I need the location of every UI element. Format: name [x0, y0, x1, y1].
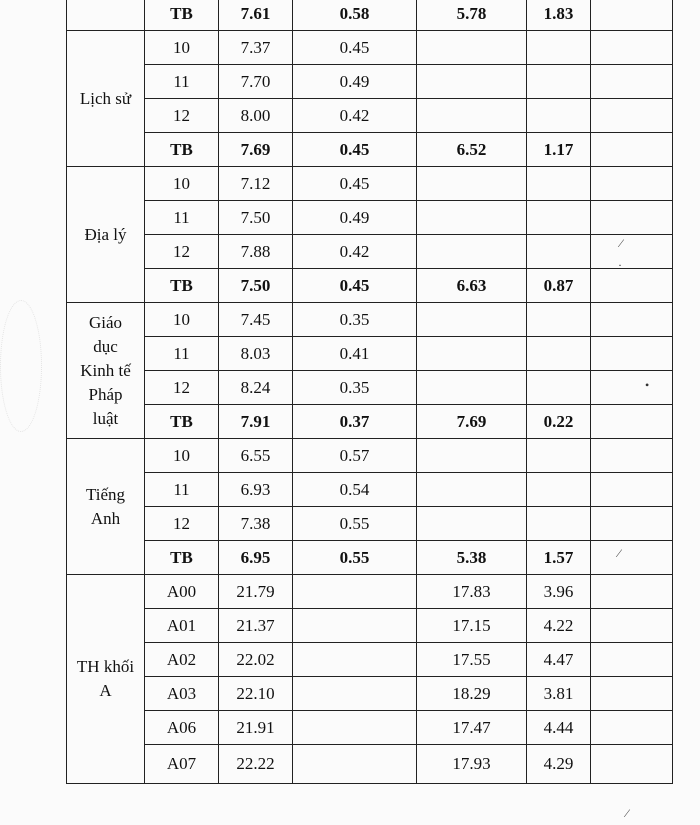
subject-cell [67, 303, 145, 439]
difference-cell: 4.44 [527, 711, 591, 745]
table-row [67, 711, 673, 745]
table-row [67, 473, 673, 507]
table-row [67, 31, 673, 65]
mean-cell: 6.55 [219, 439, 293, 473]
difference-cell [527, 99, 591, 133]
subject-name-line: Địa lý [84, 224, 127, 244]
sd-cell: 0.57 [293, 439, 417, 473]
sd-cell [293, 745, 417, 784]
exam-mean-cell [417, 371, 527, 405]
blank-cell [591, 133, 673, 167]
table-row [67, 167, 673, 201]
row-label-cell: TB [145, 0, 219, 31]
subject-name-line: dục [93, 336, 118, 356]
blank-cell [591, 473, 673, 507]
mean-cell: 6.93 [219, 473, 293, 507]
row-label-cell: 11 [145, 65, 219, 99]
row-label-cell: 10 [145, 167, 219, 201]
summary-row [67, 541, 673, 575]
row-label-cell: 11 [145, 201, 219, 235]
mean-cell: 7.12 [219, 167, 293, 201]
sd-cell: 0.37 [293, 405, 417, 439]
difference-cell: 1.57 [527, 541, 591, 575]
scan-speck: ⁄ [618, 546, 621, 560]
mean-cell: 21.91 [219, 711, 293, 745]
difference-cell [527, 65, 591, 99]
subject-name-line: TH khối [76, 657, 135, 676]
sd-cell: 0.49 [293, 65, 417, 99]
sd-cell: 0.35 [293, 303, 417, 337]
row-label-cell: 10 [145, 31, 219, 65]
mean-cell: 7.38 [219, 507, 293, 541]
exam-mean-cell: 6.52 [417, 133, 527, 167]
subject-name-line: Anh [90, 508, 121, 528]
mean-cell: 21.79 [219, 575, 293, 609]
blank-cell [591, 201, 673, 235]
exam-mean-cell: 7.69 [417, 405, 527, 439]
scan-speck: ⁄ [626, 806, 629, 820]
mean-cell: 7.45 [219, 303, 293, 337]
sd-cell: 0.45 [293, 31, 417, 65]
blank-cell [591, 99, 673, 133]
exam-mean-cell [417, 507, 527, 541]
row-label-cell: 10 [145, 439, 219, 473]
difference-cell: 0.87 [527, 269, 591, 303]
blank-cell [591, 235, 673, 269]
exam-mean-cell [417, 167, 527, 201]
blank-cell [591, 405, 673, 439]
blank-cell [591, 609, 673, 643]
mean-cell: 22.22 [219, 745, 293, 784]
blank-cell [591, 371, 673, 405]
exam-mean-cell [417, 337, 527, 371]
sd-cell [293, 643, 417, 677]
sd-cell: 0.49 [293, 201, 417, 235]
stamp-trace [0, 300, 42, 432]
blank-cell [591, 167, 673, 201]
subject-cell [67, 31, 145, 167]
row-label-cell: 12 [145, 99, 219, 133]
exam-mean-cell: 17.15 [417, 609, 527, 643]
exam-mean-cell: 6.63 [417, 269, 527, 303]
sd-cell: 0.45 [293, 167, 417, 201]
blank-cell [591, 575, 673, 609]
sd-cell: 0.42 [293, 235, 417, 269]
sd-cell: 0.41 [293, 337, 417, 371]
row-label-cell: A06 [145, 711, 219, 745]
blank-cell [591, 677, 673, 711]
sd-cell: 0.42 [293, 99, 417, 133]
row-label-cell: 12 [145, 507, 219, 541]
row-label-cell: 12 [145, 371, 219, 405]
subject-name-line: luật [92, 408, 119, 428]
subject-cell [67, 439, 145, 575]
mean-cell: 22.10 [219, 677, 293, 711]
row-label-cell: A07 [145, 745, 219, 784]
sd-cell: 0.58 [293, 0, 417, 31]
exam-mean-cell: 18.29 [417, 677, 527, 711]
row-label-cell: A01 [145, 609, 219, 643]
exam-mean-cell [417, 235, 527, 269]
mean-cell: 7.70 [219, 65, 293, 99]
difference-cell: 3.96 [527, 575, 591, 609]
difference-cell [527, 507, 591, 541]
difference-cell: 1.83 [527, 0, 591, 31]
table-row [67, 201, 673, 235]
sd-cell [293, 711, 417, 745]
row-label-cell: A03 [145, 677, 219, 711]
scan-speck: • [645, 378, 650, 392]
table-row [67, 677, 673, 711]
difference-cell [527, 439, 591, 473]
row-label-cell: TB [145, 541, 219, 575]
row-label-cell: 11 [145, 473, 219, 507]
sd-cell: 0.55 [293, 507, 417, 541]
table-row [67, 303, 673, 337]
table-row [67, 609, 673, 643]
mean-cell: 7.50 [219, 269, 293, 303]
table-row [67, 235, 673, 269]
row-label-cell: A02 [145, 643, 219, 677]
difference-cell [527, 201, 591, 235]
exam-mean-cell: 17.55 [417, 643, 527, 677]
summary-row [67, 0, 673, 31]
scan-speck: · [618, 258, 622, 272]
subject-name-line: Lịch sử [79, 88, 132, 108]
table-row [67, 643, 673, 677]
subject-name-line: Giáo [88, 312, 123, 332]
row-label-cell: 11 [145, 337, 219, 371]
difference-cell [527, 31, 591, 65]
difference-cell [527, 337, 591, 371]
difference-cell: 4.47 [527, 643, 591, 677]
blank-cell [591, 269, 673, 303]
difference-cell: 0.22 [527, 405, 591, 439]
table-row [67, 65, 673, 99]
grades-table [66, 0, 673, 784]
table-row [67, 745, 673, 784]
grades-table-body [67, 0, 673, 784]
subject-name-line: Tiếng [85, 484, 126, 504]
subject-name-line: Kinh tế [80, 360, 131, 380]
mean-cell: 8.24 [219, 371, 293, 405]
table-row [67, 337, 673, 371]
blank-cell [591, 643, 673, 677]
blank-cell [591, 711, 673, 745]
exam-mean-cell: 17.47 [417, 711, 527, 745]
sd-cell [293, 677, 417, 711]
sd-cell [293, 609, 417, 643]
blank-cell [591, 541, 673, 575]
summary-row [67, 405, 673, 439]
blank-cell [591, 745, 673, 784]
mean-cell: 7.50 [219, 201, 293, 235]
mean-cell: 7.88 [219, 235, 293, 269]
mean-cell: 21.37 [219, 609, 293, 643]
exam-mean-cell: 17.93 [417, 745, 527, 784]
difference-cell: 1.17 [527, 133, 591, 167]
mean-cell: 6.95 [219, 541, 293, 575]
summary-row [67, 133, 673, 167]
mean-cell: 8.00 [219, 99, 293, 133]
exam-mean-cell [417, 473, 527, 507]
difference-cell [527, 473, 591, 507]
subject-cell [67, 0, 145, 31]
exam-mean-cell [417, 439, 527, 473]
blank-cell [591, 31, 673, 65]
difference-cell: 4.22 [527, 609, 591, 643]
subject-cell [67, 167, 145, 303]
mean-cell: 7.69 [219, 133, 293, 167]
summary-row [67, 269, 673, 303]
row-label-cell: TB [145, 133, 219, 167]
table-row [67, 99, 673, 133]
scan-speck: ⁄ [620, 236, 623, 250]
mean-cell: 8.03 [219, 337, 293, 371]
blank-cell [591, 337, 673, 371]
blank-cell [591, 507, 673, 541]
sd-cell [293, 575, 417, 609]
blank-cell [591, 0, 673, 31]
sd-cell: 0.45 [293, 269, 417, 303]
table-row [67, 575, 673, 609]
blank-cell [591, 303, 673, 337]
row-label-cell: A00 [145, 575, 219, 609]
mean-cell: 7.61 [219, 0, 293, 31]
difference-cell [527, 371, 591, 405]
row-label-cell: 12 [145, 235, 219, 269]
difference-cell [527, 303, 591, 337]
exam-mean-cell: 5.78 [417, 0, 527, 31]
exam-mean-cell [417, 303, 527, 337]
row-label-cell: TB [145, 405, 219, 439]
mean-cell: 22.02 [219, 643, 293, 677]
exam-mean-cell: 17.83 [417, 575, 527, 609]
table-row [67, 371, 673, 405]
sd-cell: 0.54 [293, 473, 417, 507]
row-label-cell: 10 [145, 303, 219, 337]
sd-cell: 0.55 [293, 541, 417, 575]
row-label-cell: TB [145, 269, 219, 303]
exam-mean-cell [417, 31, 527, 65]
sd-cell: 0.35 [293, 371, 417, 405]
mean-cell: 7.91 [219, 405, 293, 439]
exam-mean-cell [417, 65, 527, 99]
blank-cell [591, 439, 673, 473]
sd-cell: 0.45 [293, 133, 417, 167]
exam-mean-cell: 5.38 [417, 541, 527, 575]
blank-cell [591, 65, 673, 99]
exam-mean-cell [417, 99, 527, 133]
exam-mean-cell [417, 201, 527, 235]
subject-cell [67, 575, 145, 784]
table-row [67, 439, 673, 473]
mean-cell: 7.37 [219, 31, 293, 65]
difference-cell: 3.81 [527, 677, 591, 711]
difference-cell [527, 235, 591, 269]
difference-cell: 4.29 [527, 745, 591, 784]
difference-cell [527, 167, 591, 201]
subject-name-line: A [99, 681, 112, 700]
subject-name-line: Pháp [88, 384, 123, 404]
table-row [67, 507, 673, 541]
